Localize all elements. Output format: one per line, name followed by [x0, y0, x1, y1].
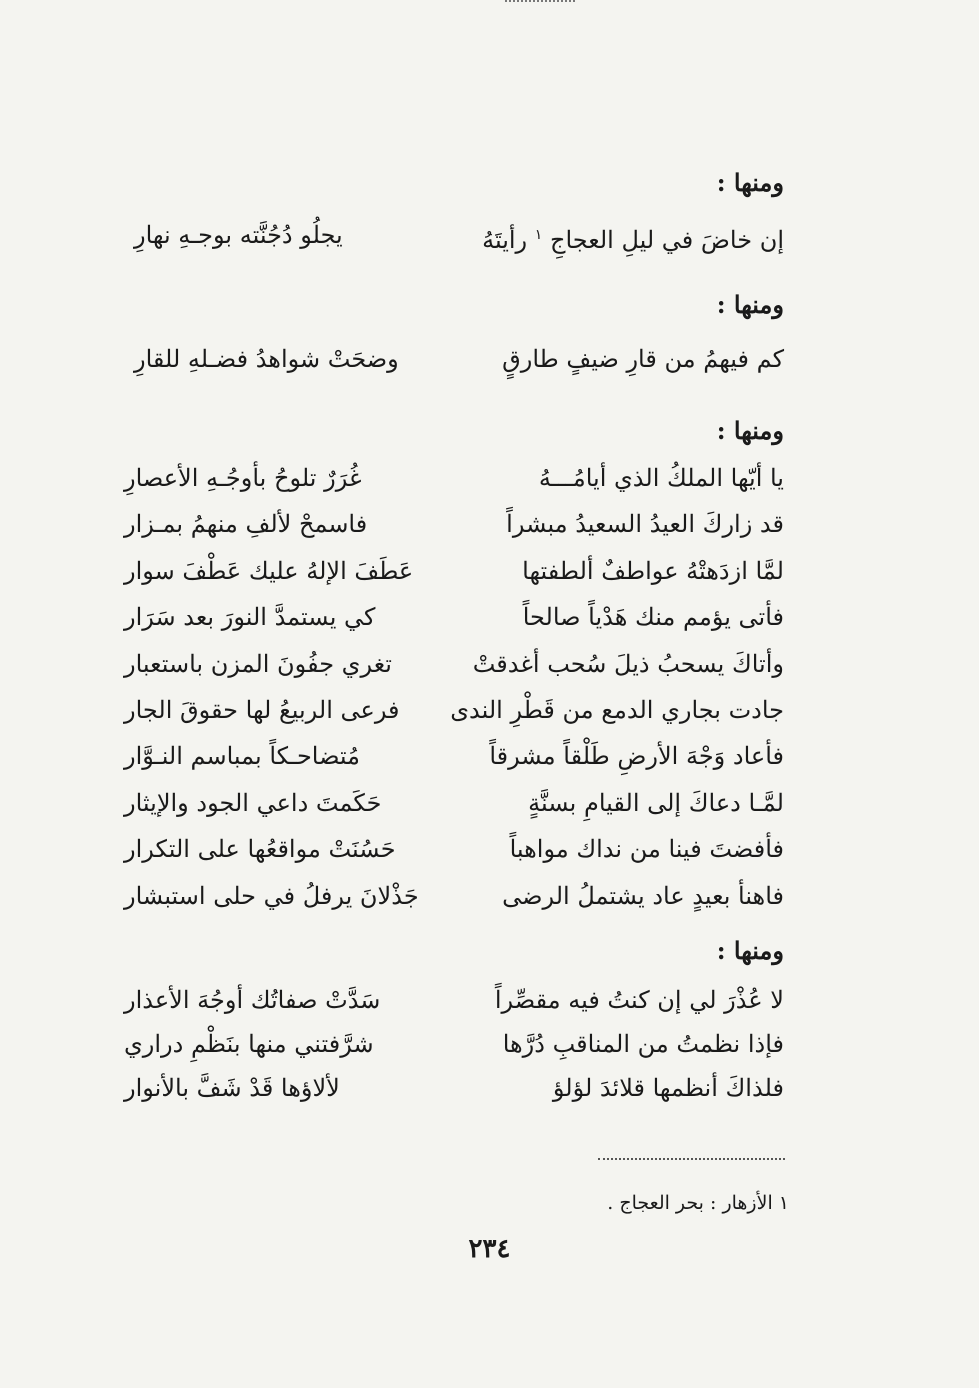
verse-first-hemistich: لمَّـا دعاكَ إلى القيامِ بسنَّةٍ — [528, 788, 784, 817]
verse-second-hemistich: جَذْلانَ يرفلُ في حلى استبشار — [124, 881, 419, 910]
verse-first-hemistich: فلذاكَ أنظمها قلائدَ لؤلؤ — [552, 1074, 784, 1102]
section-1-heading: ومنها : — [716, 168, 784, 197]
verse-second-hemistich: غُرَرٌ تلوحُ بأوجُـهِ الأعصارِ — [124, 464, 362, 492]
verse-row — [124, 1024, 784, 1068]
section-2-heading: ومنها : — [716, 290, 784, 319]
verse-row — [124, 783, 784, 829]
section-1-verse — [134, 218, 784, 258]
verse-row — [124, 504, 784, 550]
section-3-poem — [124, 458, 784, 922]
verse-first-hemistich: كم فيهمُ من قارِ ضيفٍ طارقٍ — [502, 345, 784, 373]
section-3-heading: ومنها : — [716, 416, 784, 445]
verse-second-hemistich: فرعى الربيعُ لها حقوقَ الجار — [124, 695, 400, 724]
verse-first-hemistich: جادت بجاري الدمع من قَطْرِ الندى — [450, 695, 784, 724]
verse-first-hemistich: يا أيّها الملكُ الذي أيامُـــهُ — [538, 464, 784, 492]
footnote-number: ١ — [778, 1192, 789, 1214]
verse-row — [124, 597, 784, 643]
verse-row — [124, 736, 784, 782]
verse-row — [124, 829, 784, 875]
verse-second-hemistich: مُتضاحـكاً بمباسم النـوَّار — [124, 742, 361, 771]
footnote-marker: ١ — [534, 227, 543, 243]
verse-first-text: إن خاضَ في ليلِ العجاجِ — [549, 226, 784, 254]
verse-second-hemistich: كي يستمدَّ النورَ بعد سَرَار — [124, 603, 376, 632]
verse-row — [124, 876, 784, 922]
verse-second-hemistich: لألاؤها قَدْ شَفَّ بالأنوار — [124, 1074, 340, 1102]
verse-first-tail: رأيتَهُ — [482, 226, 528, 254]
verse-first-hemistich: وأتاكَ يسحبُ ذيلَ سُحب أغدقتْ — [472, 649, 784, 678]
verse-first-hemistich: فأفضتَ فينا من نداك مواهباً — [509, 835, 784, 864]
verse-row — [124, 1068, 784, 1112]
footnote — [607, 1190, 789, 1216]
verse-first-hemistich: لمَّا ازدَهتْهُ عواطفٌ ألطفتها — [522, 556, 784, 585]
verse-second-hemistich: فاسمحْ لألفِ منهمُ بمـزار — [124, 510, 368, 539]
footnote-text: الأزهار : بحر العجاج . — [607, 1192, 773, 1214]
verse-second-hemistich: حَكَمتَ داعي الجود والإيثار — [124, 788, 382, 817]
verse-second-hemistich: حَسُنَتْ مواقعُها على التكرار — [124, 835, 396, 864]
verse-row — [124, 458, 784, 504]
verse-first-hemistich — [482, 218, 784, 257]
verse-first-hemistich: فأتى يؤمم منك هَدْياً صالحاً — [522, 603, 784, 632]
verse-second-hemistich: تغري جفُونَ المزن باستعبار — [124, 649, 392, 678]
verse-second-hemistich: شرَّفتني منها بنَظْمِ دراري — [124, 1030, 374, 1058]
verse-first-hemistich: فأعاد وَجْهَ الأرضِ طَلْقاً مشرقاً — [489, 742, 784, 771]
verse-row — [124, 690, 784, 736]
section-2-verse — [134, 342, 784, 382]
verse-first-hemistich: قد زاركَ العيدُ السعيدُ مبشراً — [506, 510, 784, 539]
verse-row — [124, 644, 784, 690]
section-4-heading: ومنها : — [716, 936, 784, 965]
verse-second-hemistich: عَطَفَ الإلهُ عليك عَطْفَ سوار — [124, 556, 414, 585]
verse-first-hemistich: فاهنأ بعيدٍ عاد يشتملُ الرضى — [502, 881, 784, 910]
verse-first-hemistich: فإذا نظمتُ من المناقبِ دُرَّها — [502, 1030, 784, 1058]
page-number: ٢٣٤ — [468, 1234, 511, 1264]
verse-row — [124, 551, 784, 597]
section-4-poem — [124, 980, 784, 1112]
verse-second-hemistich: يجلُو دُجُنَّته بوجـهِ نهارِ — [134, 221, 343, 249]
top-dotted-ornament — [505, 0, 575, 6]
footnote-divider — [598, 1158, 785, 1160]
verse-first-hemistich: لا عُذْرَ لي إن كنتُ فيه مقصِّراً — [494, 986, 784, 1014]
verse-second-hemistich: وضحَتْ شواهدُ فضـلهِ للقارِ — [134, 345, 399, 373]
verse-second-hemistich: سَدَّتْ صفاتُك أوجُهَ الأعذار — [124, 986, 381, 1014]
verse-row — [124, 980, 784, 1024]
